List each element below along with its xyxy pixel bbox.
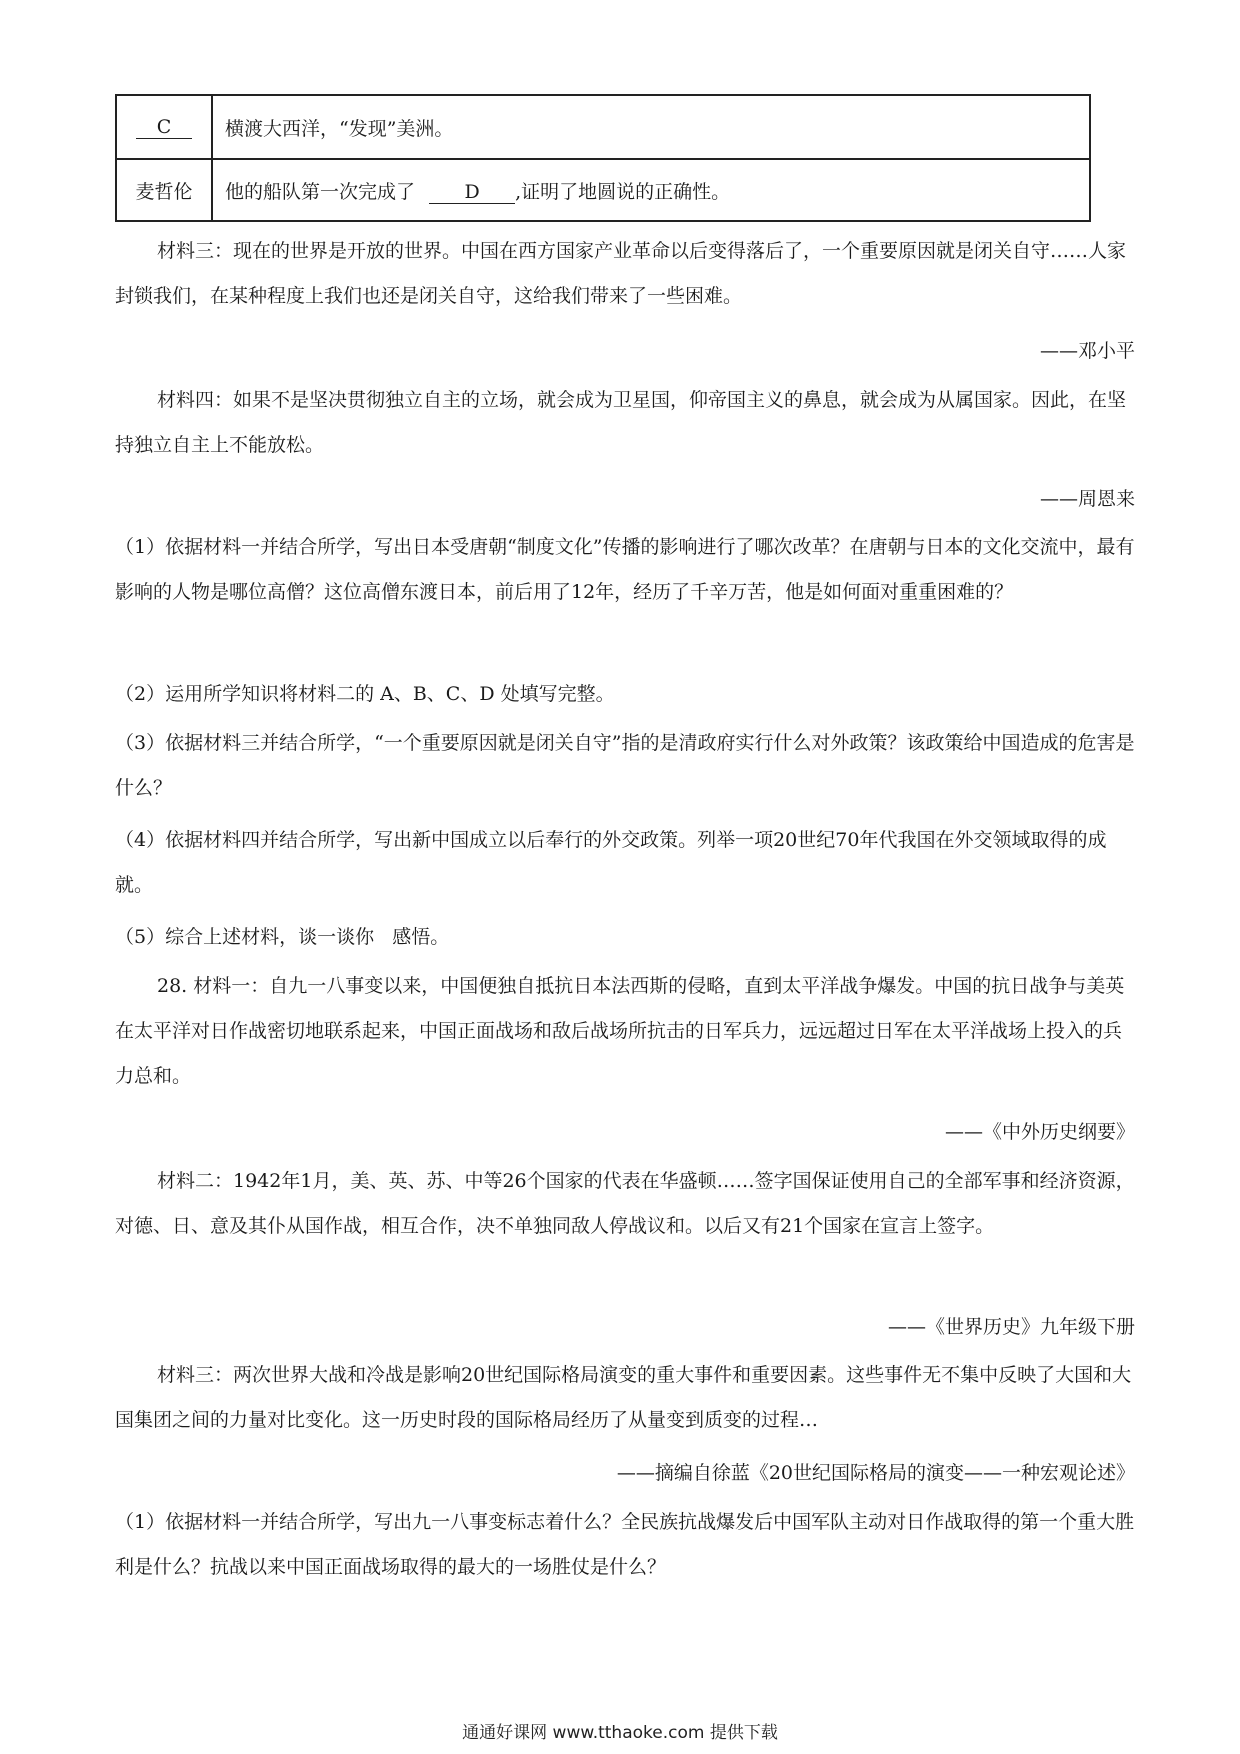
q27-material3-source: ——邓小平	[1039, 340, 1135, 362]
table-cell-label	[116, 95, 212, 159]
q27-material4: 材料四：如果不是坚决贯彻独立自主的立场，就会成为卫星国，仰帝国主义的鼻息，就会成为从属国家。因此，在坚持独立自主上不能放松。	[115, 389, 1127, 456]
blank-c: C	[136, 116, 192, 139]
q27-material3: 材料三：现在的世界是开放的世界。中国在西方国家产业革命以后变得落后了，一个重要原因就是闭关自守……人家封锁我们，在某种程度上我们也还是闭关自守，这给我们带来了一些困难。	[115, 240, 1127, 307]
q27-question-5: （5）综合上述材料，谈一谈你 感悟。	[115, 926, 450, 948]
table-cell-label: 麦哲伦	[116, 159, 212, 221]
table-row	[116, 95, 1090, 159]
q27-question-4: （4）依据材料四并结合所学，写出新中国成立以后奉行的外交政策。列举一项20世纪70年代我国在外交领域取得的成就。	[115, 829, 1107, 896]
q28-material2-source: ——《世界历史》九年级下册	[887, 1316, 1135, 1338]
q28-material3: 材料三：两次世界大战和冷战是影响20世纪国际格局演变的重大事件和重要因素。这些事件无不集中反映了大国和大国集团之间的力量对比变化。这一历史时段的国际格局经历了从量变到质变的过程…	[115, 1364, 1132, 1431]
q28-question-1: （1）依据材料一并结合所学，写出九一八事变标志着什么？全民族抗战爆发后中国军队主动对日作战取得的第一个重大胜利是什么？抗战以来中国正面战场取得的最大的一场胜仗是什么？	[115, 1511, 1135, 1578]
q27-material4-source: ——周恩来	[1039, 488, 1135, 510]
q28-material3-source: ——摘编自徐蓝《20世纪国际格局的演变——一种宏观论述》	[616, 1462, 1135, 1484]
table-cell-text: 横渡大西洋，“发现”美洲。	[212, 95, 1090, 159]
q28-material1-source: ——《中外历史纲要》	[944, 1121, 1135, 1143]
page-footer: 通通好课网 www.tthaoke.com 提供下载	[462, 1723, 778, 1743]
blank-d: D	[429, 181, 515, 204]
table-text-before: 他的船队第一次完成了	[225, 180, 416, 203]
table-text-after: ,证明了地圆说的正确性。	[515, 180, 731, 203]
q28-material2: 材料二：1942年1月，美、英、苏、中等26个国家的代表在华盛顿……签字国保证使用自己的全部军事和经济资源，对德、日、意及其仆从国作战，相互合作，决不单独同敌人停战议和。以后又有21个国家在宣言上签字。	[115, 1170, 1135, 1237]
table-cell-text	[212, 159, 1090, 221]
table-row	[116, 159, 1090, 221]
q27-question-2: （2）运用所学知识将材料二的 A、B、C、D 处填写完整。	[115, 683, 615, 705]
material-table	[115, 94, 1091, 222]
q27-question-1: （1）依据材料一并结合所学，写出日本受唐朝“制度文化”传播的影响进行了哪次改革？在唐朝与日本的文化交流中，最有影响的人物是哪位高僧？这位高僧东渡日本，前后用了12年，经历了千辛万苦，他是如何面对重重困难的？	[115, 536, 1135, 603]
q28-material1: 28. 材料一：自九一八事变以来，中国便独自抵抗日本法西斯的侵略，直到太平洋战争爆发。中国的抗日战争与美英在太平洋对日作战密切地联系起来，中国正面战场和敌后战场所抗击的日军兵力，远远超过日军在太平洋战场上投入的兵力总和。	[115, 975, 1125, 1087]
q27-question-3: （3）依据材料三并结合所学，“一个重要原因就是闭关自守”指的是清政府实行什么对外政策？该政策给中国造成的危害是什么？	[115, 732, 1135, 799]
